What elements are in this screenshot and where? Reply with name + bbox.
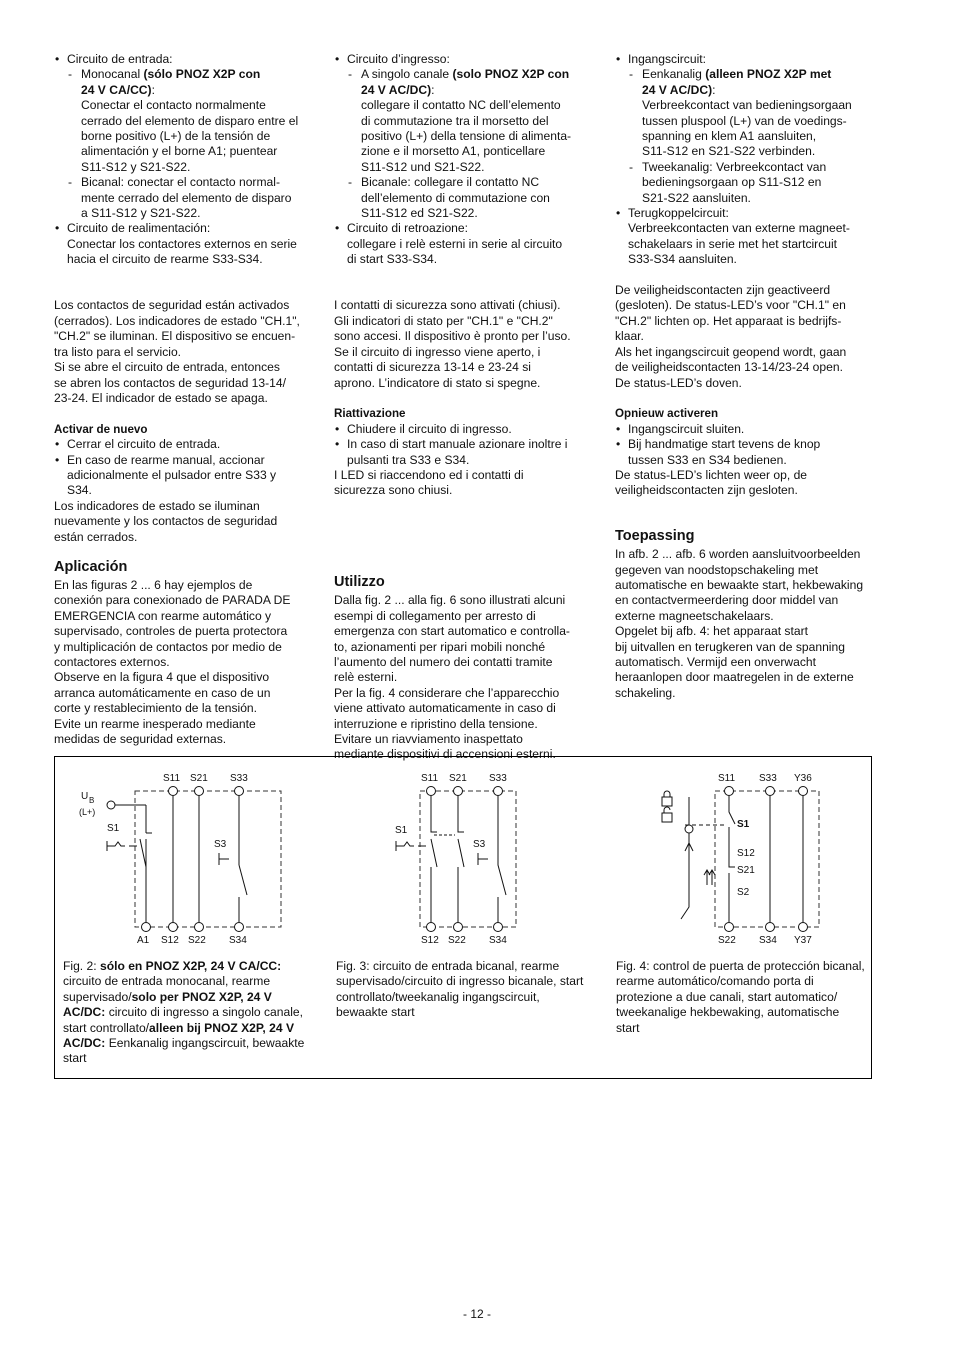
text-line: sono accesi. Il dispositivo è pronto per l’uso. [334,329,571,344]
text-line: Evitare un riavviamento inaspettato [334,731,523,746]
dual-channel-item: - Bicanale: collegare il contatto NC [334,175,592,190]
text-line: esempi di collegamento per arresto di [334,608,536,623]
text-line: mediante dispositivi di accensioni esterni. [334,747,556,762]
text-line: viene attivato automaticamente in caso di [334,701,556,716]
text-line: conexión para conexionado de PARADA DE [54,593,291,608]
text-line: De status-LED’s doven. [615,375,742,390]
svg-text:(L+): (L+) [79,807,96,817]
svg-text:S2: S2 [737,887,750,898]
text-line: de veiligheidscontacten 13-14/23-24 open. [615,360,843,375]
subheading-reactivate: Riattivazione [334,407,406,421]
text-line: automatisch. Vermijd een onverwacht [615,654,816,669]
text-line: collegare i relè esterni in serie al circuito [347,236,563,251]
bullet-input-circuit: • Circuito de entrada: [54,52,312,67]
text-line: Si se abre el circuito de entrada, entonces [54,360,280,375]
svg-text:Y37: Y37 [794,935,812,946]
svg-text:S21: S21 [190,773,208,784]
svg-text:Y36: Y36 [794,773,812,784]
text-line: cerrado del elemento de disparo entre el [81,113,299,128]
text-line: S33-S34 aansluiten. [628,252,737,267]
text-line: Se il circuito di ingresso viene aperto, i [334,344,541,359]
subheading-reactivate: Opnieuw activeren [615,407,719,421]
text-line: Los contactos de seguridad están activados [54,298,290,313]
text-line: contatti di sicurezza 13-14 e 23-24 si [334,360,531,375]
text-line: Los indicadores de estado se iluminan [54,498,260,513]
bullet-feedback-circuit: • Circuito de realimentación: [54,221,312,236]
wiring-diagram-fig3 [390,767,550,949]
text-line: emergenza con start automatico e controlla- [334,624,570,639]
text-line: 23-24. El indicador de estado se apaga. [54,390,268,405]
text-line: I LED si riaccendono ed i contatti di [334,467,524,482]
text-line: relè esterni. [334,670,398,685]
text-line: Conectar el contacto normalmente [81,98,266,113]
text-line: Dalla fig. 2 ... alla fig. 6 sono illustrati alcuni [334,593,566,608]
list-item: • Chiudere il circuito di ingresso. [334,422,592,437]
text-line: schakeling. [615,685,676,700]
text-line: S11-S12 en S21-S22 verbinden. [642,144,816,159]
text-line: S11-S12 y S21-S22. [81,159,191,174]
text-line: klaar. [615,329,644,344]
bullet-input-circuit: • Ingangscircuit: [615,52,873,67]
text-line: gegeven van noodstopschakeling met [615,562,819,577]
text-line: externe magneetschakelaars. [615,608,774,623]
dual-channel-item: - Tweekanalig: Verbreekcontact van [615,160,873,175]
text-line: veiligheidscontacten zijn gesloten. [615,483,798,498]
single-channel-item: - Eenkanalig (alleen PNOZ X2P met [615,67,873,82]
text-line: borne positivo (L+) de la tensión de [81,129,271,144]
svg-text:S3: S3 [214,839,227,850]
wiring-diagram-fig4 [655,767,835,949]
svg-text:U: U [81,791,89,802]
svg-text:S21: S21 [449,773,467,784]
column-italian: • Circuito d’ingresso: - A singolo canale (solo PNOZ X2P con 24 V AC/DC): collegare il contatto NC dell’elemento di commutazione tra il morsetto del positivo (L+) della tensione di alimenta- zione e il morsetto A1, ponticellare S11-S12 und S21-S22. - Bicanale: collegare il contatto NC dell’elemento di commutazione con S11-S12 ed S21-S22. • Circuito di retroazione: collegare i relè esterni in serie al circuito di start S33-S34. I contatti di sicurezza sono attivati (chiusi). Gli indicatori di stato per "CH.1" e "CH.2" sono accesi. Il dispositivo è pronto per l’uso. Se il circuito di ingresso viene aperto, i contatti di sicurezza 13-14 e 23-24 si aprono. L’indicatore di stato si spegne. Riattivazione • Chiudere il circuito di ingresso. • In caso di start manuale azionare inoltre i pulsanti tra S33 e S34. I LED si riaccendono ed i contatti di sicurezza sono chiusi. Utilizzo Dalla fig. 2 ... alla fig. 6 sono illustrati alcuni esempi di collegamento per arresto di emergenza con start automatico e controlla- to, azionamenti per ripari mobili nonché l’aumento del numero dei contatti tramite relè esterni. Per la fig. 4 considerare che l’apparecchio viene attivato automaticamente in caso di interruzione e ripristino della tensione. Evitare un riavviamento inaspettato mediante dispositivi di accensioni esterni. [334,52,592,763]
text-line: Observe en la figura 4 que el dispositivo [54,670,270,685]
text-line: En las figuras 2 ... 6 hay ejemplos de [54,577,253,592]
svg-text:S12: S12 [421,935,439,946]
text-line: medidas de seguridad externas. [54,732,227,747]
text-line: S11-S12 und S21-S22. [361,159,485,174]
svg-text:S22: S22 [448,935,466,946]
text-line: y multiplicación de contactos por medio de [54,639,282,654]
text-line: en contactvermeerdering door middel van [615,593,839,608]
column-spanish: • Circuito de entrada: - Monocanal (sólo PNOZ X2P con 24 V CA/CC): Conectar el contacto normalmente cerrado del elemento de disparo entre el borne positivo (L+) de la tensión de alimentación y el borne A1; puentear S11-S12 y S21-S22. - Bicanal: conectar el contacto normal- mente cerrado del elemento de disparo a S11-S12 y S21-S22. • Circuito de realimentación: Conectar los contactores externos en serie hacia el circuito de rearme S33-S34. Los contactos de seguridad están activados (cerrados). Los indicadores de estado "CH.1", "CH.2" se iluminan. El dispositivo se encuen- tra listo para el servicio. Si se abre el circuito de entrada, entonces se abren los contactos de seguridad 13-14/ 23-24. El indicador de estado se apaga. Activar de nuevo • Cerrar el circuito de entrada. • En caso de rearme manual, accionar adicionalmente el pulsador entre S33 y S34. Los indicadores de estado se iluminan nuevamente y los contactos de seguridad están cerrados. Aplicación En las figuras 2 ... 6 hay ejemplos de conexión para conexionado de PARADA DE EMERGENCIA con rearme automático y supervisado, controles de puerta protectora y multiplicación de contactos por medio de contactores externos. Observe en la figura 4 que el dispositivo arranca automáticamente en caso de un corte y restablecimiento de la tensión. Evite un rearme inesperado mediante medidas de seguridad externas. [54,52,312,747]
text-line: In afb. 2 ... afb. 6 worden aansluitvoorbeelden [615,547,861,562]
text-line: Verbreekcontact van bedieningsorgaan [642,98,852,113]
text-line: heraanlopen door maatregelen in de externe [615,670,854,685]
svg-text:S33: S33 [489,773,507,784]
dual-channel-item: - Bicanal: conectar el contacto normal- [54,175,312,190]
text-line: adicionalmente el pulsador entre S33 y [67,467,277,482]
section-heading-application: Toepassing [615,528,695,545]
svg-text:S34: S34 [229,935,247,946]
caption-fig3: Fig. 3: circuito de entrada bicanal, rearme supervisado/circuito di ingresso bicanale, start controllato/tweekanalig ingangscircuit, bewaakte start [336,959,584,1020]
svg-text:S21: S21 [737,865,755,876]
text-line: De veiligheidscontacten zijn geactiveerd [615,283,831,298]
text-line: bij uitvallen en terugkeren van de spanning [615,639,845,654]
text-line: sicurezza sono chiusi. [334,483,453,498]
text-line: a S11-S12 y S21-S22. [81,206,201,221]
text-line: to, azionamenti per ripari mobili nonché [334,639,546,654]
list-item: • Bij handmatige start tevens de knop [615,437,873,452]
text-line: S11-S12 ed S21-S22. [361,206,478,221]
section-heading-application: Utilizzo [334,574,385,591]
text-line: positivo (L+) della tensione di alimenta- [361,129,572,144]
bullet-feedback-circuit: • Circuito di retroazione: [334,221,592,236]
text-line: se abren los contactos de seguridad 13-14/ [54,375,286,390]
svg-text:S12: S12 [737,848,755,859]
caption-fig4: Fig. 4: control de puerta de protección bicanal, rearme automático/comando porta di protezione a due canali, start automatico/ tweekanalige hekbewaking, automatische start [616,959,865,1035]
text-line: spanning en klem A1 aansluiten, [642,129,817,144]
text-line: tussen pluspool (L+) van de voedings- [642,113,847,128]
text-line: S21-S22 aansluiten. [642,190,751,205]
svg-text:S11: S11 [421,773,439,784]
text-line: alimentación y el borne A1; puentear [81,144,278,159]
svg-text:S33: S33 [230,773,248,784]
text-line: "CH.2" lichten op. Het apparaat is bedrijfs- [615,313,842,328]
wiring-diagram-fig2 [75,767,285,949]
page-number: - 12 - [462,1307,491,1321]
svg-text:S34: S34 [489,935,507,946]
subheading-reactivate: Activar de nuevo [54,422,148,436]
text-line: (cerrados). Los indicadores de estado "CH.1", [54,313,300,328]
figure-box [54,756,872,1079]
text-line: bedieningsorgaan op S11-S12 en [642,175,822,190]
column-dutch: • Ingangscircuit: - Eenkanalig (alleen PNOZ X2P met 24 V AC/DC): Verbreekcontact van bedieningsorgaan tussen pluspool (L+) van de voedings- spanning en klem A1 aansluiten, S11-S12 en S21-S22 verbinden. - Tweekanalig: Verbreekcontact van bedieningsorgaan op S11-S12 en S21-S22 aansluiten. • Terugkoppelcircuit: Verbreekcontacten van externe magneet- schakelaars in serie met het startcircuit S33-S34 aansluiten. De veiligheidscontacten zijn geactiveerd (gesloten). De status-LED’s voor "CH.1" en "CH.2" lichten op. Het apparaat is bedrijfs- klaar. Als het ingangscircuit geopend wordt, gaan de veiligheidscontacten 13-14/23-24 open. De status-LED’s doven. Opnieuw activeren • Ingangscircuit sluiten. • Bij handmatige start tevens de knop tussen S33 en S34 bedienen. De status-LED’s lichten weer op, de veiligheidscontacten zijn gesloten. Toepassing In afb. 2 ... afb. 6 worden aansluitvoorbeelden gegeven van noodstopschakeling met automatische en bewaakte start, hekbewaking en contactvermeerdering door middel van externe magneetschakelaars. Opgelet bij afb. 4: het apparaat start bij uitvallen en terugkeren van de spanning automatisch. Vermijd een onverwacht heraanlopen door maatregelen in de externe schakeling. [615,52,873,701]
svg-text:S3: S3 [473,839,486,850]
text-line: EMERGENCIA con rearme automático y [54,608,272,623]
svg-text:S34: S34 [759,935,777,946]
text-line: contactores externos. [54,654,170,669]
text-line: tra listo para el servicio. [54,344,182,359]
text-line: mente cerrado del elemento de disparo [81,190,292,205]
list-item: • En caso de rearme manual, accionar [54,453,312,468]
text-line: S34. [67,483,92,498]
text-line: zione e il morsetto A1, ponticellare [361,144,546,159]
text-line: Evite un rearme inesperado mediante [54,716,256,731]
single-channel-item: - Monocanal (sólo PNOZ X2P con [54,67,312,82]
text-line: automatische en bewaakte start, hekbewaking [615,577,864,592]
text-line: Gli indicatori di stato per "CH.1" e "CH.2" [334,313,553,328]
svg-text:S22: S22 [718,935,736,946]
svg-text:S1: S1 [737,819,750,830]
single-channel-item: - A singolo canale (solo PNOZ X2P con [334,67,592,82]
text-line: interruzione e ripristino della tensione. [334,716,538,731]
text-line: I contatti di sicurezza sono attivati (chiusi). [334,298,561,313]
svg-text:B: B [89,796,95,805]
text-line: están cerrados. [54,529,138,544]
text-line: di start S33-S34. [347,252,438,267]
text-line: di commutazione tra il morsetto del [361,113,549,128]
text-line: "CH.2" se iluminan. El dispositivo se encuen- [54,329,296,344]
svg-text:S33: S33 [759,773,777,784]
text-line: supervisado, controles de puerta protectora [54,624,288,639]
text-line: tussen S33 en S34 bedienen. [628,452,787,467]
svg-text:S11: S11 [718,773,736,784]
text-line: hacia el circuito de rearme S33-S34. [67,252,263,267]
text-line: schakelaars in serie met het startcircuit [628,236,838,251]
svg-text:A1: A1 [137,935,150,946]
svg-text:S12: S12 [161,935,179,946]
text-line: Als het ingangscircuit geopend wordt, gaan [615,344,847,359]
svg-text:S22: S22 [188,935,206,946]
text-line: collegare il contatto NC dell’elemento [361,98,561,113]
list-item: • In caso di start manuale azionare inoltre i [334,437,592,452]
bullet-feedback-circuit: • Terugkoppelcircuit: [615,206,873,221]
text-line: pulsanti tra S33 e S34. [347,452,470,467]
text-line: l’aumento del numero dei contatti tramite [334,654,553,669]
text-line: Verbreekcontacten van externe magneet- [628,221,850,236]
caption-fig2: Fig. 2: sólo en PNOZ X2P, 24 V CA/CC: circuito de entrada monocanal, rearme supervisado/solo per PNOZ X2P, 24 V AC/DC: circuito di ingresso a singolo canale, start controllato/alleen bij PNOZ X2P, 24 V AC/DC: Eenkanalig ingangscircuit, bewaakte start [63,959,305,1066]
text-line: arranca automáticamente en caso de un [54,685,271,700]
bullet-input-circuit: • Circuito d’ingresso: [334,52,592,67]
text-line: dell’elemento di commutazione con [361,190,550,205]
text-line: Per la fig. 4 considerare che l’apparecchio [334,685,560,700]
svg-text:S1: S1 [107,823,120,834]
section-heading-application: Aplicación [54,558,128,575]
svg-text:S11: S11 [163,773,181,784]
text-line: (gesloten). De status-LED’s voor "CH.1" en [615,298,846,313]
text-line: De status-LED’s lichten weer op, de [615,467,808,482]
text-line: Conectar los contactores externos en serie [67,236,297,251]
text-line: aprono. L’indicatore di stato si spegne. [334,375,541,390]
list-item: • Ingangscircuit sluiten. [615,422,873,437]
text-line: corte y restablecimiento de la tensión. [54,701,258,716]
svg-text:S1: S1 [395,825,408,836]
list-item: • Cerrar el circuito de entrada. [54,437,312,452]
text-line: Opgelet bij afb. 4: het apparaat start [615,624,808,639]
text-line: nuevamente y los contactos de seguridad [54,514,278,529]
